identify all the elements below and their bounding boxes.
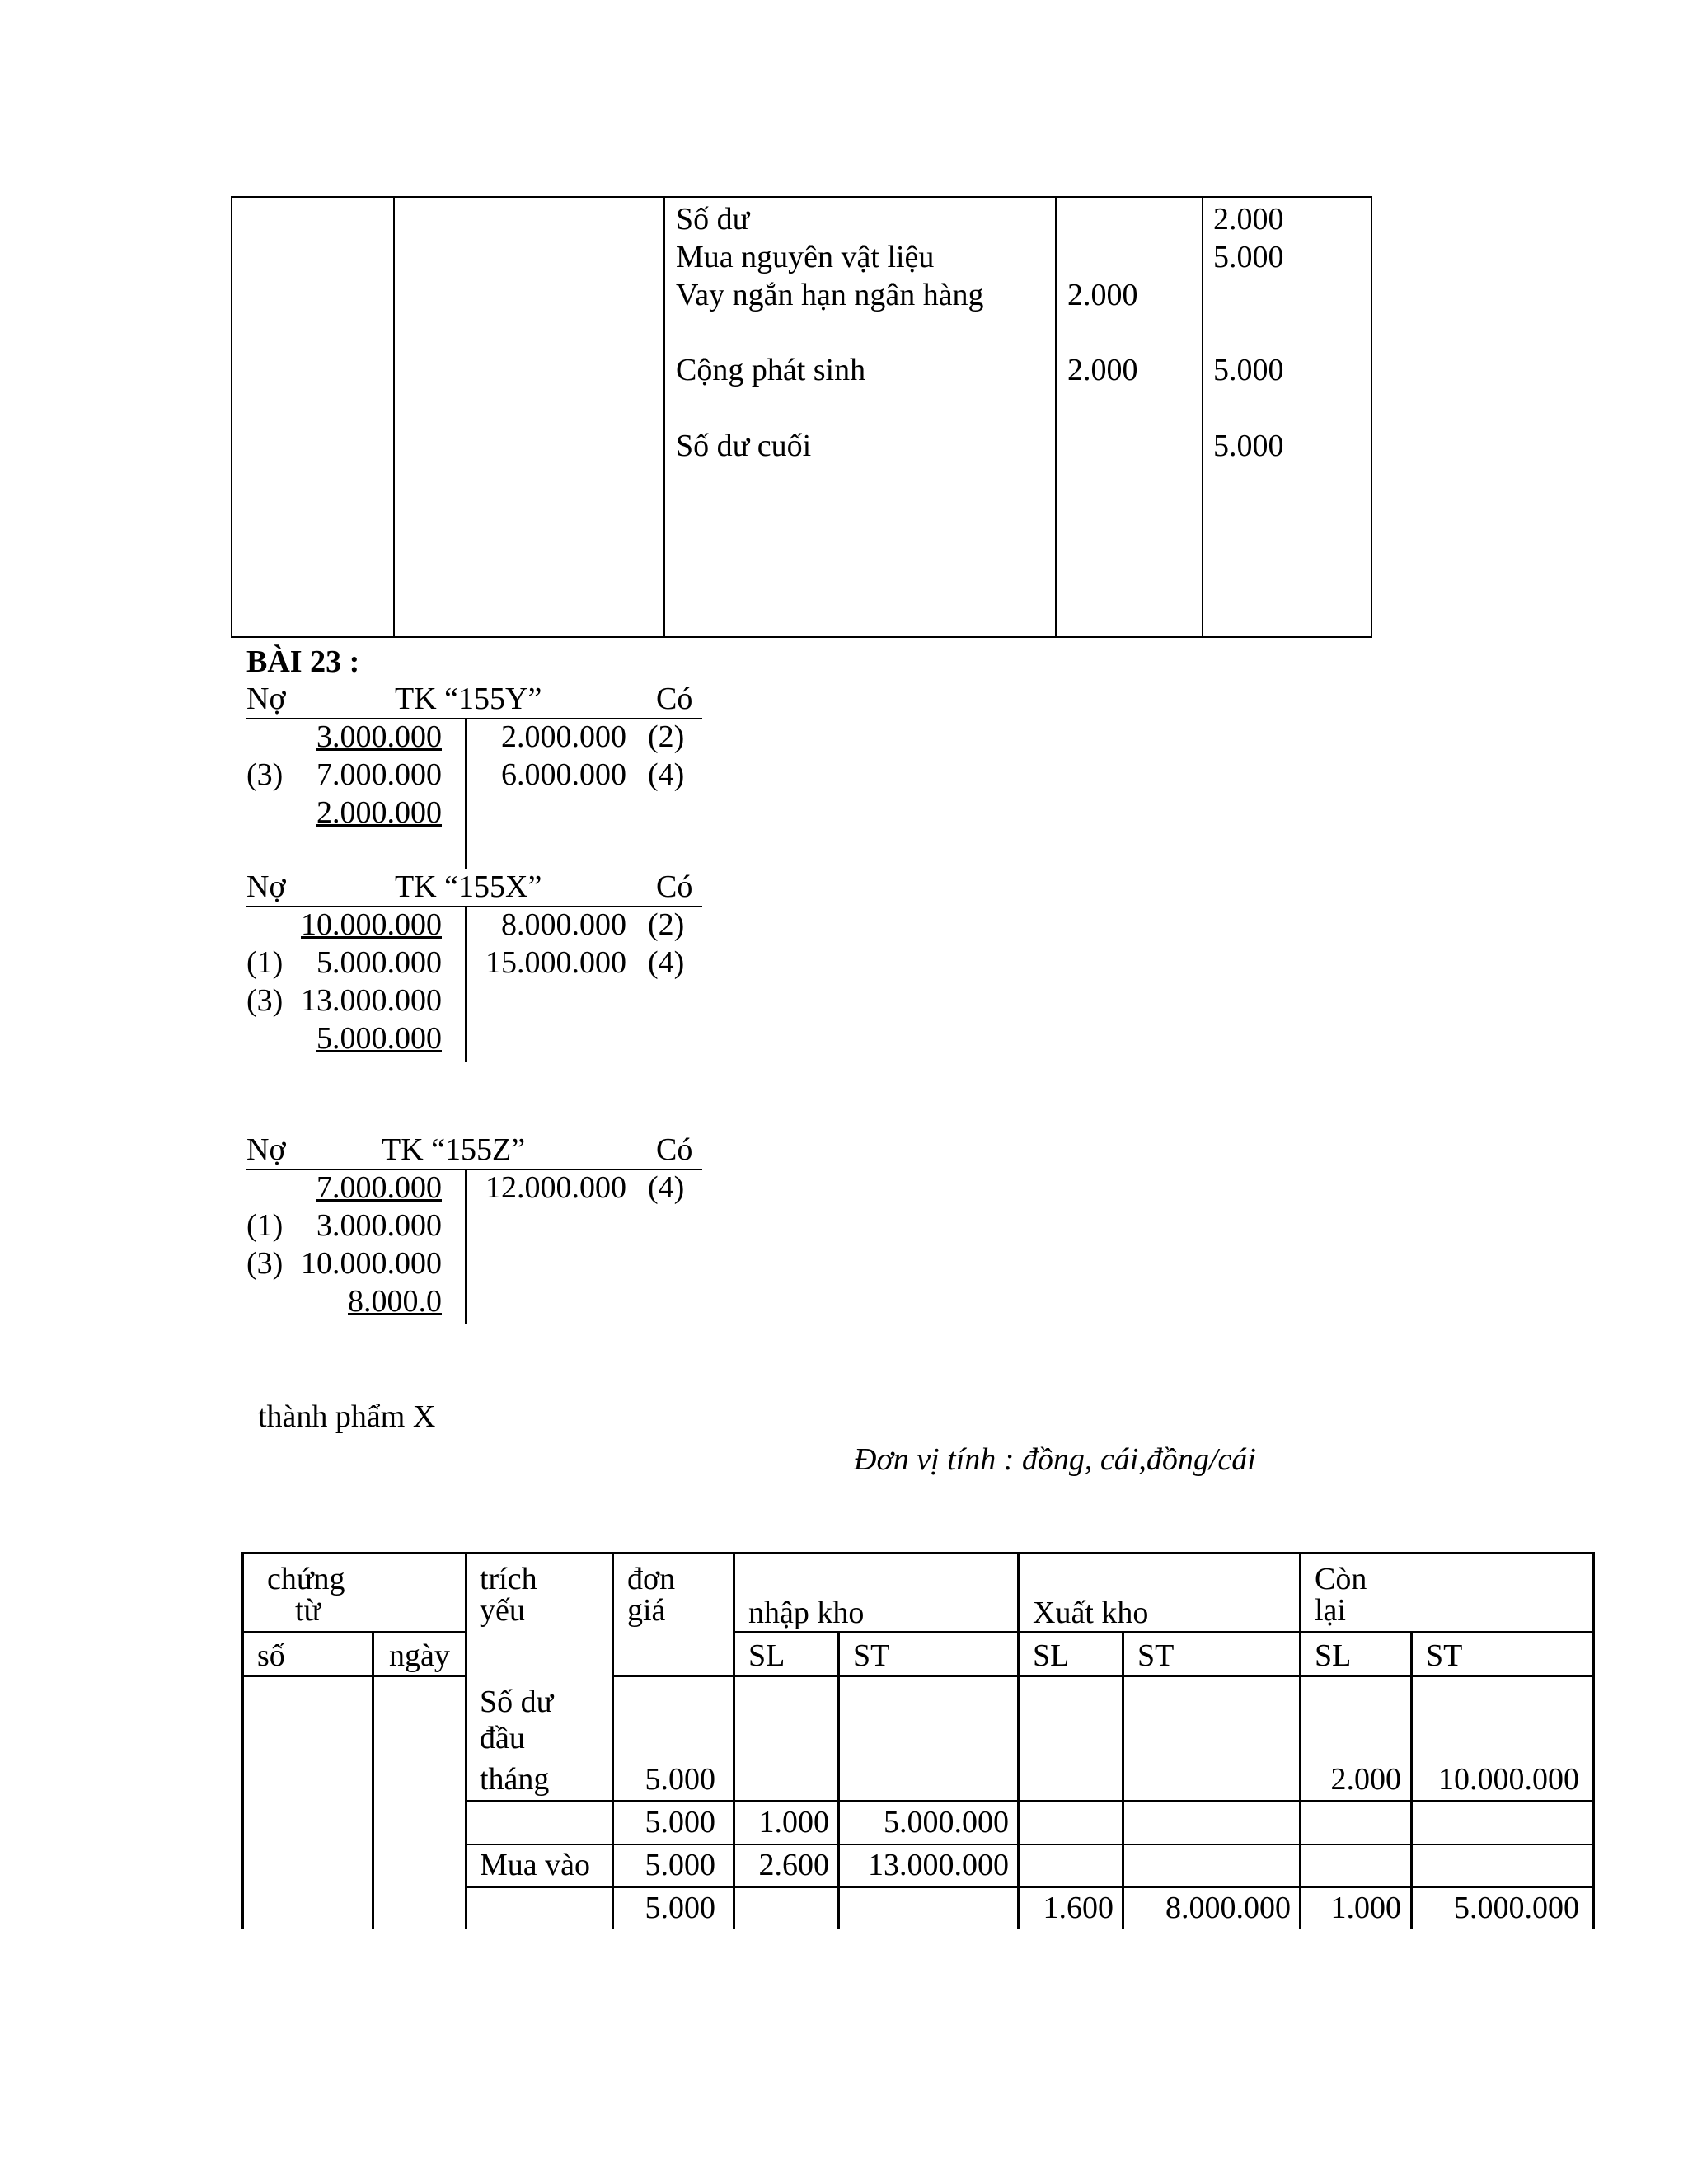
opening-balance: 10.000.000 [301,907,442,942]
header-don-gia: đơn [627,1562,676,1596]
header-chung-tu: chứng [267,1562,345,1596]
t-account-divider [465,906,467,1062]
closing-balance: 2.000.000 [316,795,442,830]
header-chung-tu: từ [295,1593,321,1628]
import-qty: 2.600 [758,1848,829,1882]
column-divider [612,1554,614,1929]
unit-price: 5.000 [645,1762,715,1797]
remaining-amount: 10.000.000 [1438,1762,1579,1797]
row-label: Số dư [676,202,750,237]
t-account-header [246,680,702,719]
closing-balance: 8.000.0 [348,1284,442,1319]
header-con-lai: Còn [1315,1562,1367,1596]
row-divider [244,1675,465,1677]
entry-ref: (4) [648,757,685,792]
credit-amount: 6.000.000 [501,757,626,792]
column-divider [393,198,395,636]
credit-amount: 15.000.000 [485,945,626,980]
remaining-qty: 2.000 [1330,1762,1401,1797]
t-account-155x [246,868,702,1062]
debit-value: 2.000 [1067,353,1138,387]
debit-amount: 5.000.000 [316,945,442,980]
account-name: TK “155Y” [395,682,542,716]
row-divider [465,1800,1592,1802]
column-divider [663,198,665,636]
column-divider [733,1554,735,1929]
column-divider [1055,198,1057,636]
import-amount: 5.000.000 [884,1805,1009,1840]
credit-value: 5.000 [1213,429,1284,463]
entry-ref: (2) [648,907,685,942]
t-account-155y [246,680,702,869]
credit-value: 5.000 [1213,353,1284,387]
debit-side-label: Nợ [246,1132,286,1167]
row-divider [612,1675,1592,1677]
t-account-header [246,868,702,907]
import-qty: 1.000 [758,1805,829,1840]
entry-ref: (3) [246,983,284,1018]
summary-table [231,196,1372,638]
description: Mua vào [480,1848,591,1882]
debit-amount: 10.000.000 [301,1246,442,1281]
export-qty: 1.600 [1043,1891,1114,1925]
row-label: Mua nguyên vật liệu [676,240,935,274]
debit-amount: 13.000.000 [301,983,442,1018]
header-xuat-st: ST [1137,1638,1175,1673]
row-divider [465,1886,1592,1888]
header-xuat-kho: Xuất kho [1033,1596,1149,1630]
row-label: Số dư cuối [676,429,812,463]
credit-value: 5.000 [1213,240,1284,274]
entry-ref: (3) [246,1246,284,1281]
credit-amount: 8.000.000 [501,907,626,942]
t-account-155z [246,1131,702,1324]
remaining-amount: 5.000.000 [1454,1891,1579,1925]
column-divider [1299,1554,1301,1929]
row-divider [244,1631,465,1633]
credit-side-label: Có [656,1132,693,1167]
opening-label: tháng [480,1762,550,1797]
opening-balance: 7.000.000 [316,1170,442,1205]
header-xuat-sl: SL [1033,1638,1070,1673]
entry-ref: (1) [246,1208,284,1243]
header-trich-yeu: trích [480,1562,537,1596]
import-amount: 13.000.000 [868,1848,1009,1882]
credit-value: 2.000 [1213,202,1284,237]
row-label: Cộng phát sinh [676,353,866,387]
unit-price: 5.000 [645,1805,715,1840]
debit-amount: 3.000.000 [316,1208,442,1243]
t-account-header [246,1131,702,1170]
t-account-divider [465,718,467,869]
row-label: Vay ngắn hạn ngân hàng [676,278,984,312]
opening-label: đầu [480,1721,525,1755]
header-nhap-st: ST [853,1638,890,1673]
opening-label: Số dư [480,1685,554,1719]
header-con-st: ST [1426,1638,1463,1673]
column-divider [1017,1554,1020,1929]
header-nhap-sl: SL [748,1638,785,1673]
header-don-gia: giá [627,1593,666,1628]
debit-side-label: Nợ [246,682,286,716]
credit-amount: 2.000.000 [501,719,626,754]
exercise-title: BÀI 23 : [246,644,360,679]
header-ngay: ngày [389,1638,450,1673]
column-divider [1202,198,1203,636]
inventory-ledger-table [241,1552,1595,1929]
unit-note: Đơn vị tính : đồng, cái,đồng/cái [854,1442,1256,1477]
header-con-lai: lại [1315,1593,1346,1628]
product-label: thành phẩm X [258,1399,436,1434]
column-divider [465,1554,467,1929]
account-name: TK “155X” [395,869,542,904]
debit-amount: 7.000.000 [316,757,442,792]
opening-balance: 3.000.000 [316,719,442,754]
remaining-qty: 1.000 [1330,1891,1401,1925]
credit-side-label: Có [656,869,693,904]
t-account-divider [465,1169,467,1324]
row-divider [465,1844,1592,1845]
export-amount: 8.000.000 [1165,1891,1291,1925]
entry-ref: (1) [246,945,284,980]
credit-side-label: Có [656,682,693,716]
header-so: số [257,1638,285,1673]
unit-price: 5.000 [645,1848,715,1882]
entry-ref: (4) [648,1170,685,1205]
unit-price: 5.000 [645,1891,715,1925]
header-nhap-kho: nhập kho [748,1596,865,1630]
account-name: TK “155Z” [382,1132,526,1167]
header-trich-yeu: yếu [480,1593,525,1628]
debit-side-label: Nợ [246,869,286,904]
entry-ref: (3) [246,757,284,792]
entry-ref: (2) [648,719,685,754]
credit-amount: 12.000.000 [485,1170,626,1205]
header-con-sl: SL [1315,1638,1352,1673]
debit-value: 2.000 [1067,278,1138,312]
closing-balance: 5.000.000 [316,1021,442,1056]
entry-ref: (4) [648,945,685,980]
